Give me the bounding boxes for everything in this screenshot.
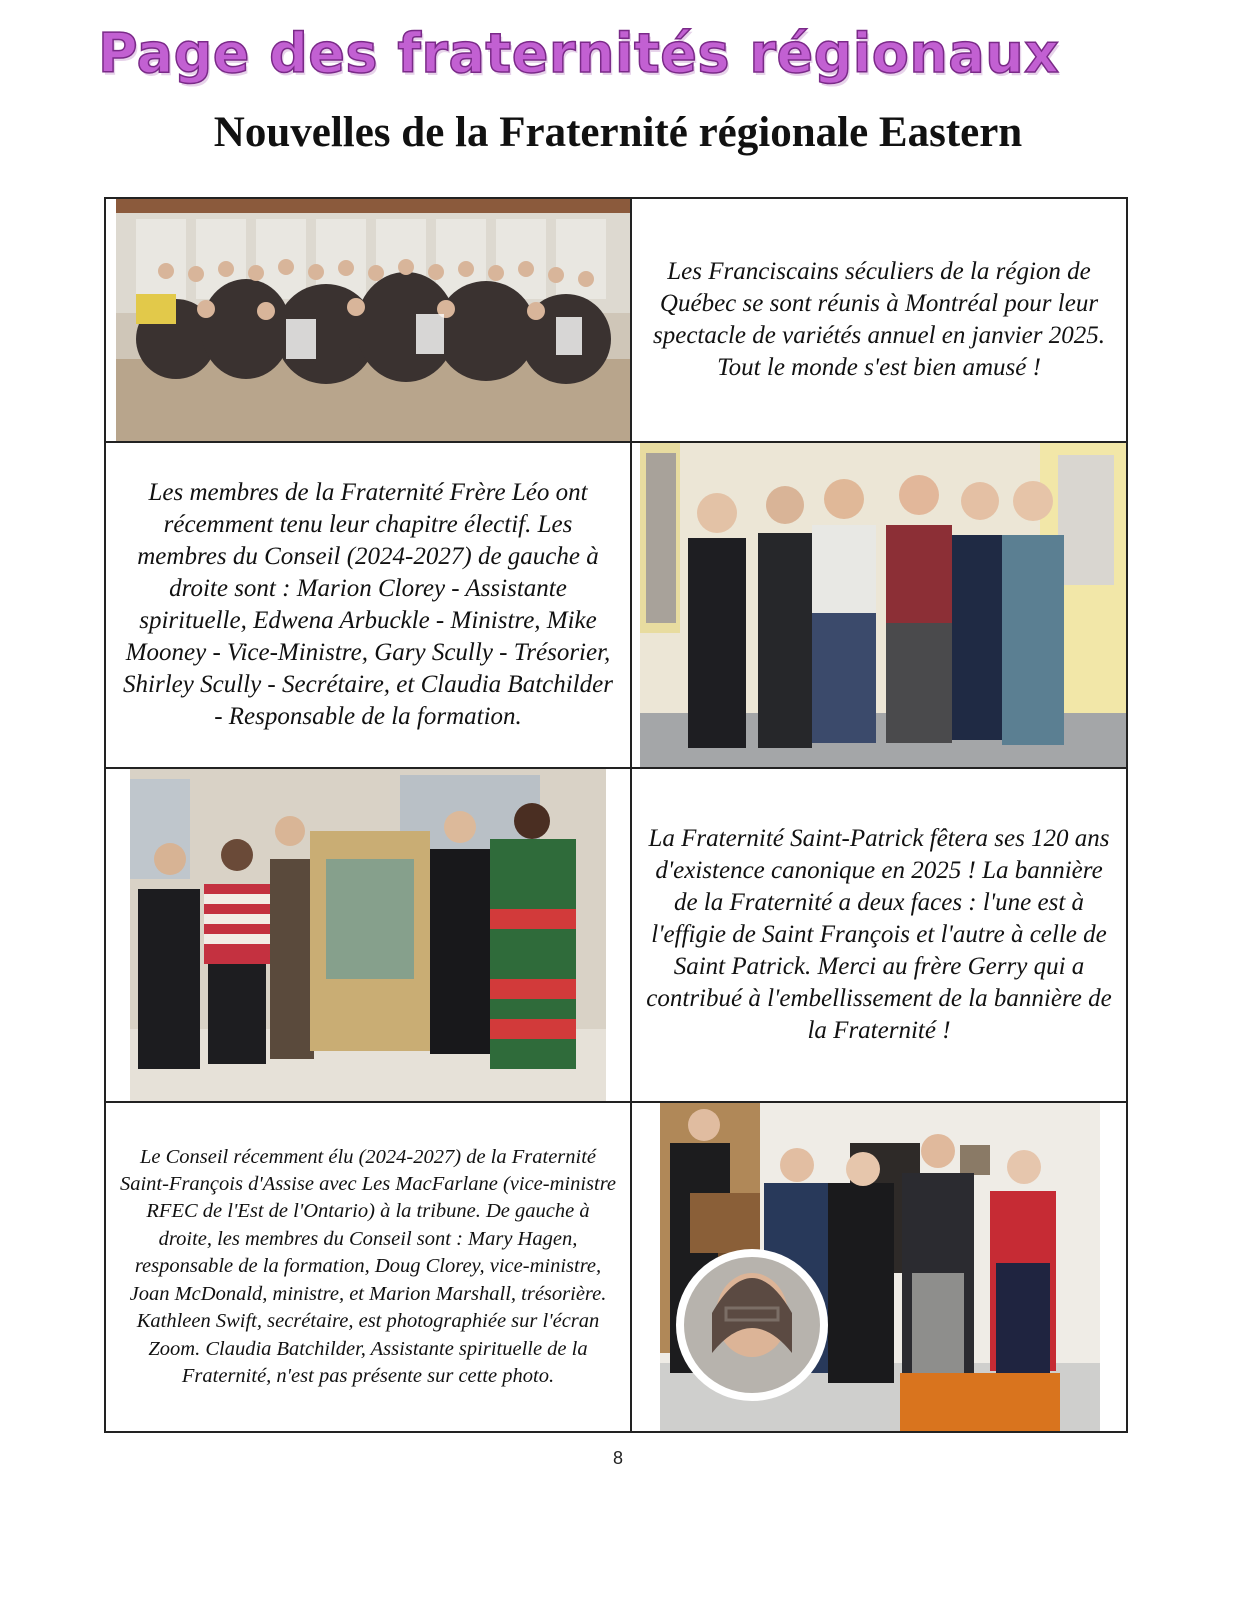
group-photo-icon (116, 199, 630, 441)
page-banner: Page des fraternités régionaux (98, 22, 1060, 85)
podium-photo-icon (660, 1103, 1100, 1431)
council-photo (640, 443, 1126, 767)
caption-cell (106, 1103, 630, 1431)
news-table (104, 197, 1128, 1433)
council-photo-icon (640, 443, 1126, 767)
banner-photo-icon (130, 769, 606, 1101)
caption-cell (106, 443, 630, 767)
banner-photo (130, 769, 606, 1101)
page-title: Nouvelles de la Fraternité régionale Eastern (213, 109, 1023, 156)
caption-text: Les membres de la Fraternité Frère Léo ont récemment tenu leur chapitre électif. Les membres du Conseil (2024-2027) de gauche à droite sont : Marion Clorey - Assistante spirituelle, Edwena Arbuckle - Ministre, Mike Mooney - Vice-Ministre, Gary Scully - Trésorier, Shirley Scully - Secrétaire, et Claudia Batchilder - Responsable de la formation. (123, 479, 613, 730)
group-photo (116, 199, 630, 441)
caption-text: Les Franciscains séculiers de la région de Québec se sont réunis à Montréal pour leur spectacle de variétés annuel en janvier 2025. Tout le monde s'est bien amusé ! (653, 258, 1105, 381)
caption-cell (632, 769, 1126, 1101)
page-number: 8 (612, 1448, 623, 1468)
podium-photo (660, 1103, 1100, 1431)
caption-text: La Fraternité Saint-Patrick fêtera ses 120 ans d'existence canonique en 2025 ! La bannière de la Fraternité a deux faces : l'une est à l'effigie de Saint François et l'autre à celle de Saint Patrick. Merci au frère Gerry qui a contribué à l'embellissement de la bannière de la Fraternité ! (646, 825, 1112, 1044)
caption-cell (632, 199, 1126, 441)
caption-text: Le Conseil récemment élu (2024-2027) de la Fraternité Saint-François d'Assise avec Les MacFarlane (vice-ministre RFEC de l'Est de l'Ontario) à la tribune. De gauche à droite, les membres du Conseil sont : Mary Hagen, responsable de la formation, Doug Clorey, vice-ministre, Joan McDonald, ministre, et Marion Marshall, trésorière. Kathleen Swift, secrétaire, est photographiée sur l'écran Zoom. Claudia Batchilder, Assistante spirituelle de la Fraternité, n'est pas présente sur cette photo. (119, 1145, 617, 1387)
